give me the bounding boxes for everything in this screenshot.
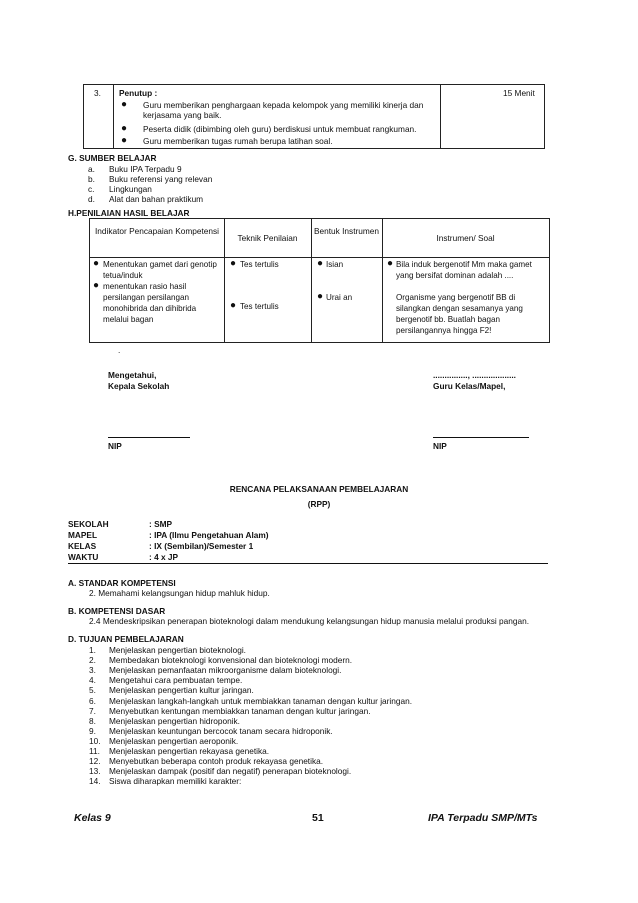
objective-text: Mengetahui cara pembuatan tempe.	[109, 675, 243, 686]
objective-text: Menjelaskan pengertian rekayasa genetika.	[109, 746, 270, 756]
bullet-icon: ●	[121, 135, 128, 146]
list-item: c.	[88, 184, 95, 194]
identity-value: : IPA (Ilmu Pengetahuan Alam)	[149, 530, 269, 540]
identity-label: SEKOLAH	[68, 519, 109, 529]
indicator-text: menentukan rasio hasil persilangan persilangan monohibrida dan dihibrida melalui bagan	[103, 282, 197, 324]
technique-text: Tes tertulis	[240, 260, 279, 269]
section-a-item: 2. Memahami kelangsungan hidup mahluk hidup.	[89, 588, 270, 598]
section-d-title: D. TUJUAN PEMBELAJARAN	[68, 634, 184, 644]
closing-item: ● Peserta didik (dibimbing oleh guru) berdiskusi untuk membuat rangkuman.	[121, 123, 417, 134]
section-g-title: G. SUMBER BELAJAR	[68, 153, 157, 163]
footer-book: IPA Terpadu SMP/MTs	[428, 812, 538, 824]
closing-activity-table	[83, 84, 545, 149]
objective-number: 12.	[89, 756, 101, 767]
header-technique: Teknik Penilaian	[237, 233, 298, 243]
signature-right-role: Guru Kelas/Mapel,	[433, 381, 506, 391]
question-text: Organisme yang bergenotif BB di silangkan dengan sesamanya yang bergenotif bb. Buatlah bagan persilangannya hingga F2!	[396, 293, 523, 335]
objective-text: Menjelaskan pengertian hidroponik.	[109, 715, 240, 726]
identity-divider	[68, 563, 548, 564]
objective-number: 8.	[89, 715, 96, 726]
indicator-text: Menentukan gamet dari genotip tetua/induk	[103, 260, 217, 280]
signature-left-role: Kepala Sekolah	[108, 381, 170, 391]
signature-line	[433, 437, 529, 438]
section-a-title: A. STANDAR KOMPETENSI	[68, 578, 176, 588]
assessment-table	[89, 218, 550, 343]
rpp-subtitle: (RPP)	[307, 499, 331, 509]
row-number-cell	[84, 85, 114, 148]
row-number: 3.	[94, 88, 101, 98]
bullet-icon: ●	[317, 291, 324, 302]
instrument-text: Urai an	[326, 293, 353, 302]
header-indicator: Indikator Pencapaian Kompetensi	[94, 226, 220, 236]
objective-text: Menjelaskan pengertian aeroponik.	[109, 735, 239, 746]
identity-value: : SMP	[149, 519, 173, 529]
objective-number: 13.	[89, 766, 101, 777]
activity-cell	[114, 85, 441, 148]
instrument-text: Isian	[326, 260, 344, 269]
objective-text: Menjelaskan keuntungan bercocok tanam secara hidroponik.	[109, 725, 333, 736]
objective-text: Menyebutkan kentungan membiakkan tanaman dengan kultur jaringan.	[109, 705, 371, 716]
bullet-icon: ●	[93, 280, 100, 291]
objective-number: 11.	[89, 746, 100, 756]
objective-number: 1.	[89, 645, 96, 655]
objective-text: Menjelaskan pengertian bioteknologi.	[109, 645, 246, 655]
signature-line	[108, 437, 190, 438]
objective-number: 3.	[89, 665, 96, 676]
objective-text: Menjelaskan dampak (positif dan negatif) penerapan bioteknologi.	[109, 766, 352, 777]
objective-number: 7.	[89, 705, 96, 716]
technique-text: Tes tertulis	[240, 302, 279, 311]
footer-class: Kelas 9	[74, 812, 111, 824]
section-b-title: B. KOMPETENSI DASAR	[68, 606, 166, 616]
list-item: b.	[88, 174, 95, 184]
identity-label: KELAS	[68, 541, 97, 551]
identity-label: WAKTU	[68, 552, 99, 562]
objective-number: 5.	[89, 685, 96, 696]
objective-number: 6.	[89, 695, 96, 706]
objective-text: Siswa diharapkan memiliki karakter:	[109, 776, 242, 787]
bullet-icon: ●	[93, 258, 100, 269]
objective-text: Membedakan bioteknologi konvensional dan bioteknologi modern.	[109, 655, 353, 666]
list-item-text: Buku IPA Terpadu 9	[109, 164, 182, 174]
header-question: Instrumen/ Soal	[436, 233, 495, 243]
bullet-icon: ●	[121, 99, 128, 110]
bullet-icon: ●	[387, 258, 394, 269]
signature-right-date: ..............., ...................	[433, 370, 516, 380]
section-b-item: 2.4 Mendeskripsikan penerapan bioteknologi dalam mendukung kelangsungan hidup manusia melalui produksi pangan.	[89, 616, 530, 626]
closing-item: ● Guru memberikan tugas rumah berupa latihan soal.	[121, 135, 333, 146]
section-h-title: H.PENILAIAN HASIL BELAJAR	[68, 208, 190, 218]
bullet-icon: ●	[121, 123, 128, 134]
page-number: 51	[312, 812, 324, 824]
bullet-icon: ●	[230, 300, 237, 311]
signature-left-nip: NIP	[108, 441, 122, 451]
question-text: Bila induk bergenotif Mm maka gamet yang bersifat dominan adalah ....	[396, 260, 532, 280]
signature-right-nip: NIP	[433, 441, 447, 451]
objective-number: 2.	[89, 655, 96, 666]
header-instrument-form: Bentuk Instrumen	[313, 226, 380, 236]
objective-text: Menjelaskan pemanfaatan mikroorganisme dalam bioteknologi.	[109, 665, 342, 676]
bullet-icon: ●	[317, 258, 324, 269]
identity-label: MAPEL	[68, 530, 98, 540]
objective-text: Menyebutkan beberapa contoh produk rekayasa genetika.	[109, 756, 324, 767]
objective-text: Menjelaskan pengertian kultur jaringan.	[109, 685, 254, 696]
objective-number: 9.	[89, 725, 96, 736]
stray-dot: .	[118, 345, 121, 355]
list-item-text: Lingkungan	[109, 184, 152, 194]
list-item-text: Buku referensi yang relevan	[109, 174, 213, 184]
identity-value: : IX (Sembilan)/Semester 1	[149, 541, 254, 551]
rpp-title: RENCANA PELAKSANAAN PEMBELAJARAN	[229, 484, 409, 494]
objective-text: Menjelaskan langkah-langkah untuk membiakkan tanaman dengan kultur jaringan.	[109, 695, 413, 706]
closing-item: ● Guru memberikan penghargaan kepada kelompok yang memiliki kinerja dan kerjasama yang baik.	[121, 99, 424, 121]
objective-number: 14.	[89, 776, 101, 787]
list-item: d.	[88, 194, 95, 204]
closing-title: Penutup :	[119, 88, 158, 98]
list-item: a.	[88, 164, 95, 174]
identity-value: : 4 x JP	[149, 552, 179, 562]
objective-number: 4.	[89, 675, 96, 686]
duration: 15 Menit	[503, 88, 535, 98]
list-item-text: Alat dan bahan praktikum	[109, 194, 204, 204]
signature-left-label: Mengetahui,	[108, 370, 157, 380]
objective-number: 10.	[89, 735, 101, 746]
bullet-icon: ●	[230, 258, 237, 269]
